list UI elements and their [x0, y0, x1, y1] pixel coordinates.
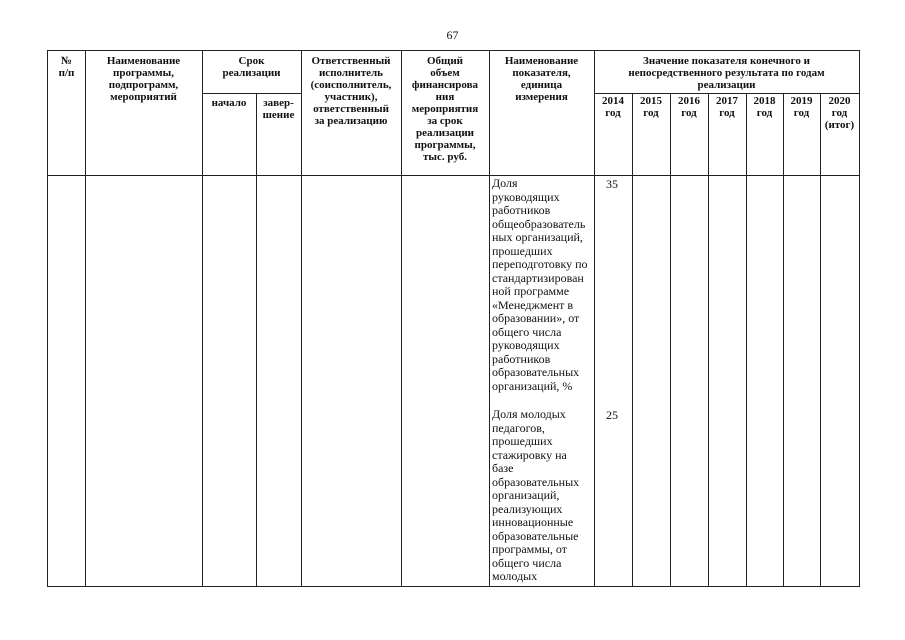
header-term-start: начало	[211, 97, 247, 109]
col-divider	[489, 51, 490, 586]
col-divider	[670, 93, 671, 586]
header-values-title: Значение показателя конечного и непосредственного результата по годам реализации	[628, 55, 825, 91]
header-year-2020: 2020 год (итог)	[824, 95, 855, 131]
header-year-2015: 2015 год	[640, 95, 662, 119]
col-divider	[202, 51, 203, 586]
col-divider	[746, 93, 747, 586]
row-divider	[202, 93, 301, 94]
header-term-end: завер- шение	[262, 97, 295, 121]
col-divider	[783, 93, 784, 586]
col-divider	[708, 93, 709, 586]
col-divider	[594, 51, 595, 586]
row-2-indicator: Доля молодых педагогов, прошедших стажировку на базе образовательных организаций, реализующих инновационные образовательные программы, от общего числа молодых	[492, 407, 580, 583]
header-term: Срок реализации	[222, 55, 281, 79]
col-divider	[301, 51, 302, 586]
col-divider	[256, 93, 257, 586]
header-year-2017: 2017 год	[716, 95, 738, 119]
header-divider	[48, 175, 859, 176]
row-2-value-2014: 25	[606, 408, 618, 422]
header-year-2019: 2019 год	[790, 95, 813, 119]
row-1-value-2014: 35	[606, 177, 618, 191]
header-funding: Общий объем финансирова ния мероприятия за срок реализации программы, тыс. руб.	[411, 55, 479, 163]
header-program: Наименование программы, подпрограмм, мероприятий	[106, 55, 181, 103]
page-number: 67	[446, 28, 459, 42]
header-num: № п/п	[58, 55, 75, 79]
header-responsible: Ответственный исполнитель (соисполнитель, участник), ответственный за реализацию	[310, 55, 392, 127]
header-year-2016: 2016 год	[678, 95, 700, 119]
header-year-2018: 2018 год	[753, 95, 776, 119]
header-indicator: Наименование показателя, единица измерения	[504, 55, 579, 103]
indicator-table	[47, 50, 860, 587]
row-divider	[594, 93, 859, 94]
row-1-indicator: Доля руководящих работников общеобразователь ных организаций, прошедших переподготовку по стандартизирован ной программе «Менеджмент в образовании», от общего числа руководящих работников образовательных организаций, %	[492, 176, 588, 393]
col-divider	[632, 93, 633, 586]
col-divider	[85, 51, 86, 586]
header-year-2014: 2014 год	[602, 95, 624, 119]
col-divider	[820, 93, 821, 586]
